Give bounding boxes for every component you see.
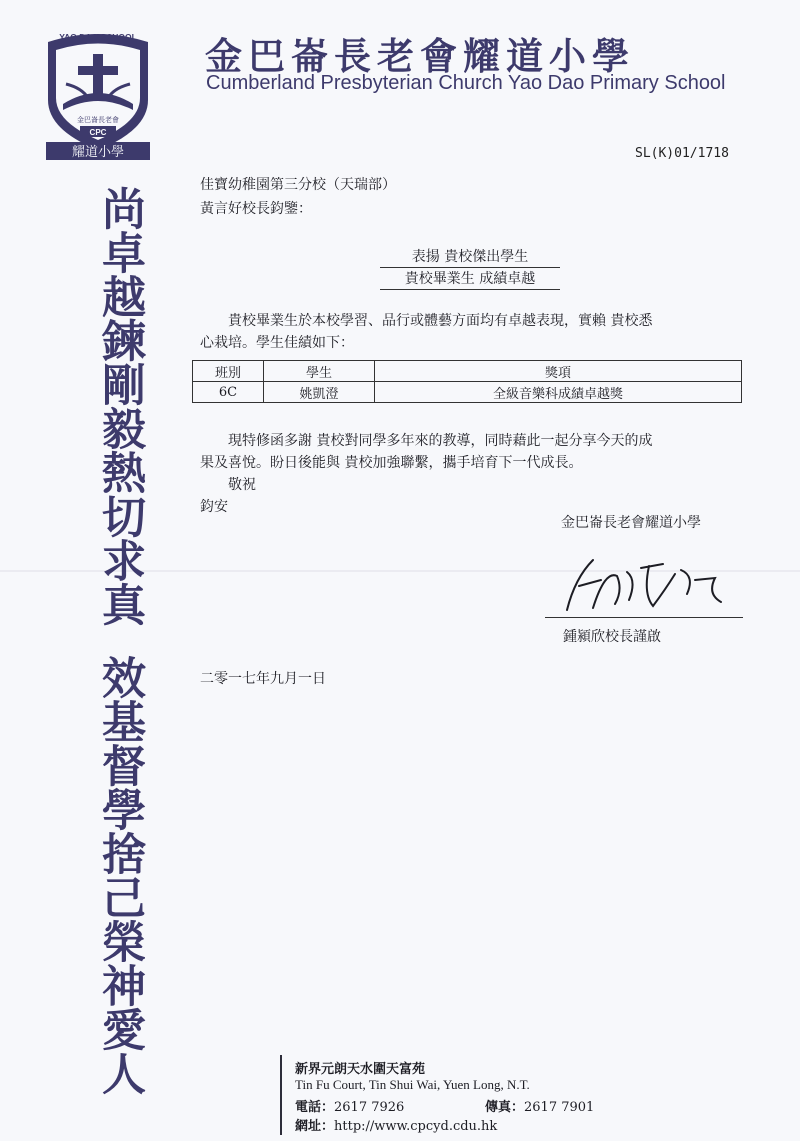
footer-address-zh: 新界元朗天水圍天富苑 [295, 1062, 426, 1077]
school-name-en: Cumberland Presbyterian Church Yao Dao Primary School [206, 72, 726, 94]
fax-label: 傳真： [485, 1100, 525, 1115]
subject-line-2: 貴校畢業生 成績卓越 [380, 268, 560, 290]
signature-line [545, 617, 743, 618]
crest-inner-text: 金巴崙長老會 [77, 116, 119, 124]
body-para2-line1: 現特修函多謝 貴校對同學多年來的教導，同時藉此一起分享今天的成 [228, 433, 653, 449]
sign-school: 金巴崙長老會耀道小學 [561, 515, 701, 531]
tel-label: 電話： [295, 1100, 335, 1115]
body-para2-line2: 果及喜悅。盼日後能與 貴校加強聯繫，攜手培育下一代成長。 [200, 455, 583, 471]
motto-column-2: 效基督學捨己榮神愛人 [94, 655, 145, 1095]
footer-phone-row [295, 1096, 404, 1115]
reference-number: SL(K)01/1718 [635, 146, 729, 161]
recipient-school: 佳寶幼稚園第三分校（天瑞部） [200, 177, 396, 193]
footer-fax-row [485, 1096, 594, 1115]
col-header-student: 學生 [264, 361, 375, 382]
subject-line-1: 表揚 貴校傑出學生 [380, 246, 560, 268]
crest-arc-text: YAO DAO SCHOOL [59, 32, 137, 42]
recipient-principal: 黃言好校長鈞鑒： [200, 201, 312, 217]
table-row [193, 382, 742, 403]
body-para1-line2: 心栽培。學生佳績如下： [200, 335, 354, 351]
tel-number: 2617 7926 [334, 1100, 405, 1115]
cell-class: 6C [193, 382, 264, 403]
footer-address-en: Tin Fu Court, Tin Shui Wai, Yuen Long, N.T. [295, 1077, 530, 1092]
school-name-zh: 金巴崙長老會耀道小學 [205, 35, 635, 78]
cell-student: 姚凱澄 [264, 382, 375, 403]
fax-number: 2617 7901 [524, 1100, 595, 1115]
crest-name: 耀道小學 [71, 145, 125, 160]
col-header-class: 班別 [193, 361, 264, 382]
crest-ribbon: CPC [89, 128, 107, 137]
signer-name: 鍾潁欣校長謹啟 [563, 629, 661, 645]
motto-column-1: 尚卓越鍊剛毅熱切求真 [94, 186, 145, 626]
footer-web-row [295, 1115, 497, 1134]
col-header-award: 獎項 [375, 361, 742, 382]
web-label: 網址： [295, 1119, 335, 1134]
footer-divider [280, 1055, 282, 1135]
closing-greeting: 敬祝 [228, 477, 256, 493]
body-para1-line1: 貴校畢業生於本校學習、品行或體藝方面均有卓越表現，實賴 貴校悉 [228, 313, 653, 329]
letter-date: 二零一七年九月一日 [200, 671, 326, 687]
grades-table [192, 360, 742, 403]
handwritten-signature [545, 550, 745, 616]
school-crest-logo [38, 22, 158, 162]
cell-award: 全級音樂科成績卓越獎 [375, 382, 742, 403]
closing-wish: 鈞安 [200, 499, 228, 515]
website-link[interactable]: http://www.cpcyd.cdu.hk [334, 1119, 498, 1134]
table-header-row [193, 361, 742, 382]
